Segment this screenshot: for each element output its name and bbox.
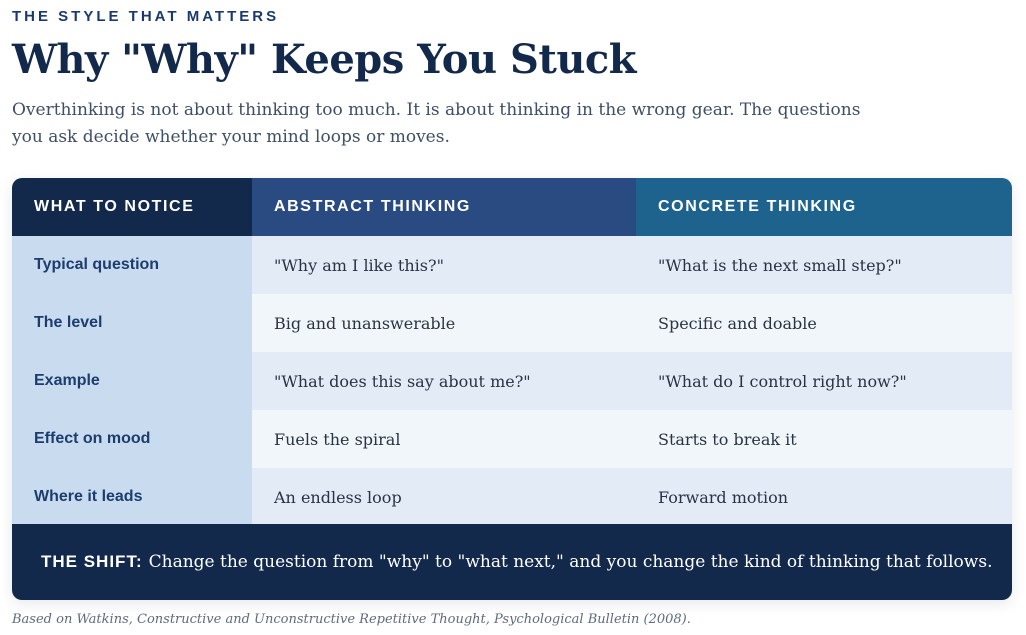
page-title: Why "Why" Keeps You Stuck <box>12 36 637 83</box>
comparison-table <box>12 178 1012 600</box>
shift-label: THE SHIFT: <box>41 552 143 571</box>
header-concrete-thinking: CONCRETE THINKING <box>636 178 1012 236</box>
row-label: Typical question <box>12 236 252 294</box>
row-label: Where it leads <box>12 468 252 526</box>
abstract-cell: "Why am I like this?" <box>252 236 636 294</box>
table-row <box>12 294 1012 352</box>
source-citation: Based on Watkins, Constructive and Unconstructive Repetitive Thought, Psychological Bulletin (2008). <box>12 612 691 627</box>
table-row <box>12 236 1012 294</box>
concrete-cell: Specific and doable <box>636 294 1012 352</box>
subtitle: Overthinking is not about thinking too much. It is about thinking in the wrong gear. The questions you ask decide whether your mind loops or moves. <box>12 100 861 147</box>
table-row <box>12 352 1012 410</box>
eyebrow: THE STYLE THAT MATTERS <box>12 8 280 25</box>
table-row <box>12 410 1012 468</box>
table-row <box>12 468 1012 526</box>
table-header-row <box>12 178 1012 236</box>
shift-banner <box>12 524 1012 600</box>
shift-text: Change the question from "why" to "what next," and you change the kind of thinking that follows. <box>148 552 993 572</box>
concrete-cell: "What is the next small step?" <box>636 236 1012 294</box>
concrete-cell: "What do I control right now?" <box>636 352 1012 410</box>
header-what-to-notice: WHAT TO NOTICE <box>12 178 252 236</box>
header-abstract-thinking: ABSTRACT THINKING <box>252 178 636 236</box>
abstract-cell: Fuels the spiral <box>252 410 636 468</box>
row-label: Effect on mood <box>12 410 252 468</box>
row-label: The level <box>12 294 252 352</box>
abstract-cell: An endless loop <box>252 468 636 526</box>
abstract-cell: Big and unanswerable <box>252 294 636 352</box>
concrete-cell: Forward motion <box>636 468 1012 526</box>
row-label: Example <box>12 352 252 410</box>
abstract-cell: "What does this say about me?" <box>252 352 636 410</box>
concrete-cell: Starts to break it <box>636 410 1012 468</box>
